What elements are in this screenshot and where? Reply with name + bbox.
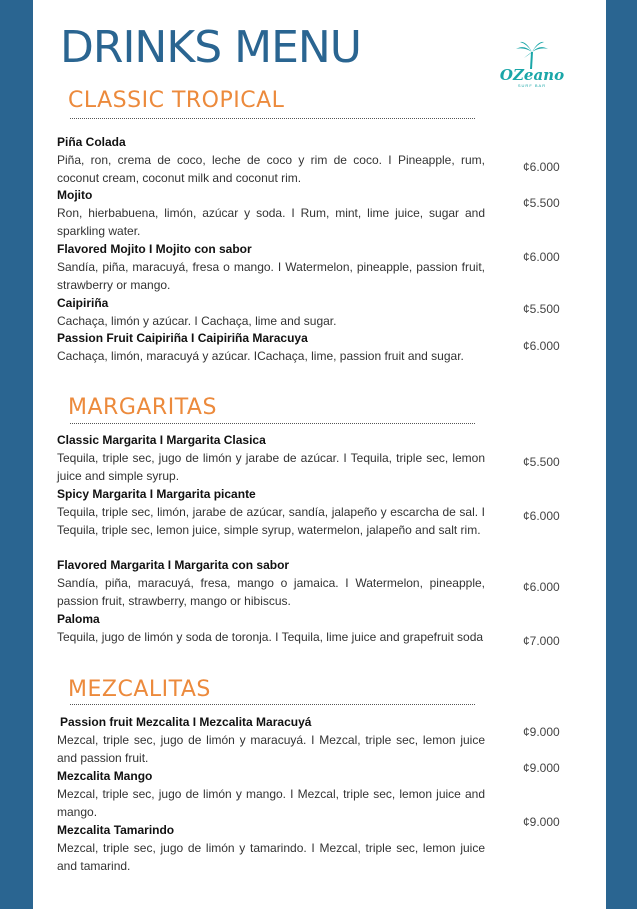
section-title-mezcalitas: MEZCALITAS bbox=[68, 677, 211, 702]
section-title-margaritas: MARGARITAS bbox=[68, 395, 217, 420]
menu-item-description: Cachaça, limón, maracuyá y azúcar. ICachaça, lime, passion fruit and sugar. bbox=[57, 349, 464, 363]
menu-item-name: Piña Colada bbox=[57, 135, 126, 149]
menu-item-name: Classic Margarita I Margarita Clasica bbox=[57, 433, 266, 447]
menu-item-name: Caipiriña bbox=[57, 296, 109, 310]
menu-item-price: ¢9.000 bbox=[523, 815, 560, 829]
menu-item-description: Mezcal, triple sec, jugo de limón y mango. I Mezcal, triple sec, lemon juice and mango. bbox=[57, 787, 485, 819]
menu-item-name: Mezcalita Tamarindo bbox=[57, 823, 175, 837]
menu-item-price: ¢6.000 bbox=[523, 160, 560, 174]
menu-item-price: ¢5.500 bbox=[523, 302, 560, 316]
logo-tagline: SURF BAR bbox=[517, 83, 547, 88]
menu-item-price: ¢7.000 bbox=[523, 634, 560, 648]
menu-item-price: ¢9.000 bbox=[523, 761, 560, 775]
menu-item-description: Piña, ron, crema de coco, leche de coco y rim de coco. I Pineapple, rum, coconut cream, coconut milk and coconut rim. bbox=[57, 153, 485, 185]
section-divider bbox=[70, 118, 475, 119]
menu-item-name: Spicy Margarita I Margarita picante bbox=[57, 487, 256, 501]
menu-item-name: Paloma bbox=[57, 612, 100, 626]
right-sidebar-bar bbox=[606, 0, 637, 909]
section-divider bbox=[70, 423, 475, 424]
menu-item-name: Passion fruit Mezcalita I Mezcalita Maracuyá bbox=[60, 715, 312, 729]
menu-item-price: ¢6.000 bbox=[523, 339, 560, 353]
menu-item-name: Flavored Mojito I Mojito con sabor bbox=[57, 242, 252, 256]
logo-wordmark: OZeano bbox=[499, 66, 565, 84]
menu-item-description: Cachaça, limón y azúcar. I Cachaça, lime and sugar. bbox=[57, 314, 337, 328]
left-sidebar-bar bbox=[0, 0, 33, 909]
menu-item-description: Mezcal, triple sec, jugo de limón y tamarindo. I Mezcal, triple sec, lemon juice and tamarind. bbox=[57, 841, 485, 873]
menu-item-price: ¢5.500 bbox=[523, 455, 560, 469]
menu-item-price: ¢6.000 bbox=[523, 580, 560, 594]
section-title-classic-tropical: CLASSIC TROPICAL bbox=[68, 88, 285, 113]
page-title: DRINKS MENU bbox=[60, 22, 361, 73]
ozeano-logo bbox=[492, 40, 572, 90]
section-divider bbox=[70, 704, 475, 705]
menu-item-price: ¢6.000 bbox=[523, 509, 560, 523]
menu-item-description: Tequila, triple sec, limón, jarabe de azúcar, sandía, jalapeño y escarcha de sal. I Tequila, triple sec, lemon juice, simple syrup, watermelon, jalapeño and salt rim. bbox=[57, 505, 485, 537]
menu-item-price: ¢6.000 bbox=[523, 250, 560, 264]
menu-item-description: Tequila, jugo de limón y soda de toronja. I Tequila, lime juice and grapefruit soda bbox=[57, 630, 484, 644]
menu-item-description: Sandía, piña, maracuyá, fresa, mango o jamaica. I Watermelon, pineapple, passion fruit, strawberry, mango or hibiscus. bbox=[57, 576, 485, 608]
menu-item-price: ¢9.000 bbox=[523, 725, 560, 739]
menu-item-description: Mezcal, triple sec, jugo de limón y maracuyá. I Mezcal, triple sec, lemon juice and passion fruit. bbox=[57, 733, 485, 765]
menu-item-name: Mezcalita Mango bbox=[57, 769, 153, 783]
menu-item-name: Mojito bbox=[57, 188, 93, 202]
menu-item-description: Sandía, piña, maracuyá, fresa o mango. I Watermelon, pineapple, passion fruit, strawberry or mango. bbox=[57, 260, 485, 292]
menu-item-price: ¢5.500 bbox=[523, 196, 560, 210]
menu-item-description: Tequila, triple sec, jugo de limón y jarabe de azúcar. I Tequila, triple sec, lemon juice and simple syrup. bbox=[57, 451, 485, 483]
menu-item-name: Passion Fruit Caipiriña I Caipiriña Maracuya bbox=[57, 331, 308, 345]
menu-item-name: Flavored Margarita I Margarita con sabor bbox=[57, 558, 290, 572]
menu-item-description: Ron, hierbabuena, limón, azúcar y soda. I Rum, mint, lime juice, sugar and sparkling water. bbox=[57, 206, 485, 238]
